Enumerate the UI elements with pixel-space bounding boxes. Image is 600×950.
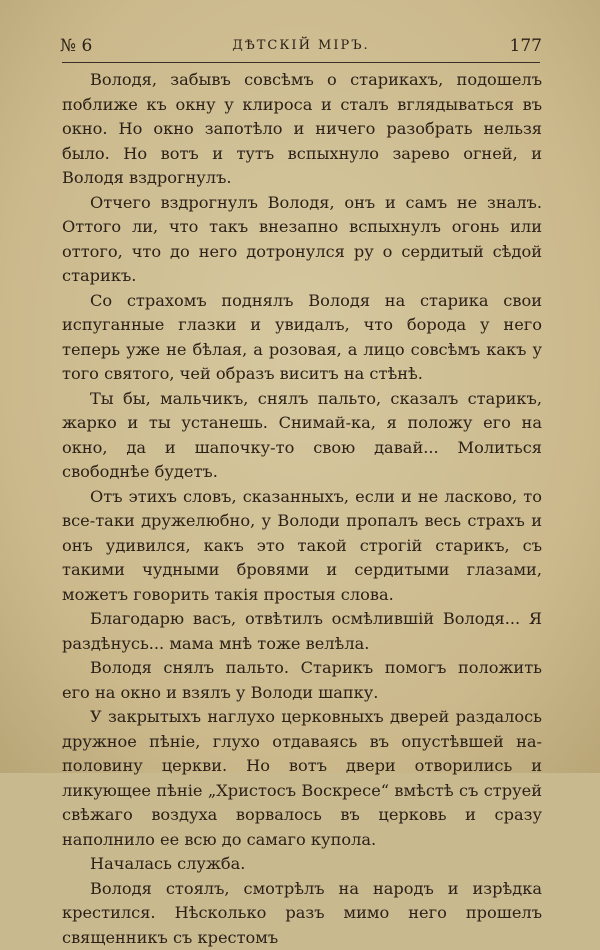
paragraph: Володя стоялъ, смотрѣлъ на народъ и изрѣдка крестился. Нѣсколько разъ мимо него прошелъ священникъ съ крестомъ	[62, 877, 542, 950]
page-number: 177	[510, 36, 542, 56]
running-header	[60, 36, 542, 60]
header-rule	[62, 62, 540, 63]
journal-title: ДѢТСКІЙ МІРЪ.	[60, 38, 542, 53]
paragraph: У закрытыхъ наглухо церковныхъ дверей раздалось дружное пѣніе, глухо отдаваясь въ опустѣвшей на-половину церкви. Но вотъ двери отворились и ликующее пѣніе „Христосъ Воскресе“ вмѣстѣ съ струей свѣжаго воздуха ворвалось въ церковь и сразу наполнило ее всю до самаго купола.	[62, 705, 542, 852]
paragraph: Отчего вздрогнулъ Володя, онъ и самъ не зналъ. Оттого ли, что такъ внезапно вспыхнулъ огонь или оттого, что до него дотронулся ру о сердитый сѣдой старикъ.	[62, 191, 542, 289]
paragraph: Володя, забывъ совсѣмъ о старикахъ, подошелъ поближе къ окну у клироса и сталъ вглядываться въ окно. Но окно запотѣло и ничего разобрать нельзя было. Но вотъ и тутъ вспыхнуло зарево огней, и Володя вздрогнулъ.	[62, 68, 542, 191]
paragraph: Ты бы, мальчикъ, снялъ пальто, сказалъ старикъ, жарко и ты устанешь. Снимай-ка, я положу его на окно, да и шапочку-то свою давай... Молиться свободнѣе будетъ.	[62, 387, 542, 485]
paragraph: Володя снялъ пальто. Старикъ помогъ положить его на окно и взялъ у Володи шапку.	[62, 656, 542, 705]
body-text	[62, 68, 542, 950]
paragraph: Благодарю васъ, отвѣтилъ осмѣлившій Володя... Я раздѣнусь... мама мнѣ тоже велѣла.	[62, 607, 542, 656]
paragraph: Со страхомъ поднялъ Володя на старика свои испуганные глазки и увидалъ, что борода у него теперь уже не бѣлая, а розовая, а лицо совсѣмъ какъ у того святого, чей образъ виситъ на стѣнѣ.	[62, 289, 542, 387]
issue-number: № 6	[60, 36, 92, 56]
paragraph: Началась служба.	[62, 852, 542, 877]
paragraph: Отъ этихъ словъ, сказанныхъ, если и не ласково, то все-таки дружелюбно, у Володи пропалъ весь страхъ и онъ удивился, какъ это такой строгій старикъ, съ такими чудными бровями и сердитыми глазами, можетъ говорить такія простыя слова.	[62, 485, 542, 608]
